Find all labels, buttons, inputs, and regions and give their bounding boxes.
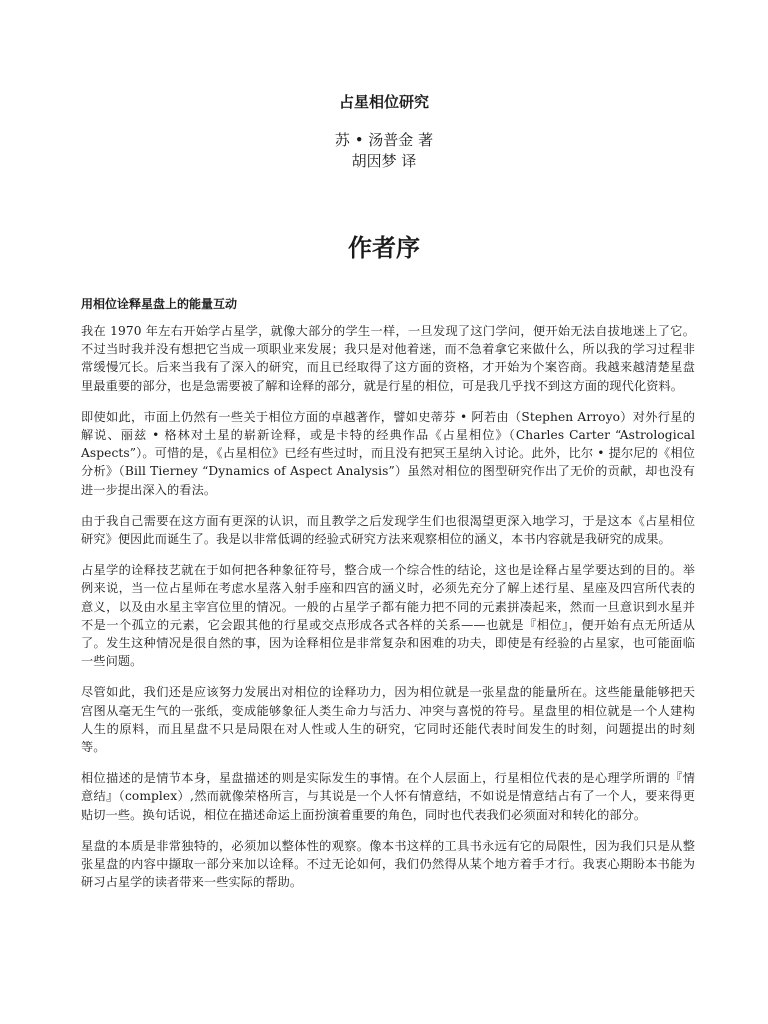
preface-title: 作者序 bbox=[348, 234, 420, 262]
paragraph: 相位描述的是情节本身，星盘描述的则是实际发生的事情。在个人层面上，行星相位代表的是心理学所谓的『情意结』（complex）,然而就像荣格所言，与其说是一个人怀有情意结，不如说是情意结占有了一个人，要来得更贴切一些。换句话说，相位在描述命运上面扮演着重要的角色，同时也代表我们必须面对和转化的部分。 bbox=[81, 771, 695, 822]
section-heading: 用相位诠释星盘上的能量互动 bbox=[81, 297, 238, 311]
author-line: 苏 • 汤普金 著 bbox=[334, 131, 434, 149]
preface-body bbox=[81, 322, 695, 904]
paragraph: 由于我自己需要在这方面有更深的认识，而且教学之后发现学生们也很渴望更深入地学习，于是这本《占星相位研究》便因此而诞生了。我是以非常低调的经验式研究方法来观察相位的涵义，本书内容就是我研究的成果。 bbox=[81, 513, 695, 547]
translator-line: 胡因梦 译 bbox=[351, 152, 417, 170]
paragraph: 即使如此，市面上仍然有一些关于相位方面的卓越著作，譬如史蒂芬 • 阿若由（Stephen Arroyo）对外行星的解说、丽兹 • 格林对土星的崭新诠释，或是卡特的经典作品《占星相位》（Charles Carter “Astrological Aspects”）。可惜的是，《占星相位》已经有些过时，而且没有把冥王星纳入讨论。此外，比尔 • 提尔尼的《相位分析》（Bill Tierney “Dynamics of Aspect Analysis”）虽然对相位的图型研究作出了无价的贡献，却也没有进一步提出深入的看法。 bbox=[81, 409, 695, 497]
paragraph: 占星学的诠释技艺就在于如何把各种象征符号，整合成一个综合性的结论，这也是诠释占星学要达到的目的。举例来说，当一位占星师在考虑水星落入射手座和四宫的涵义时，必须先充分了解上述行星、星座及四宫所代表的意义，以及由水星主宰宫位里的情况。一般的占星学子都有能力把不同的元素拼凑起来，然而一旦意识到水星并不是一个孤立的元素，它会跟其他的行星或交点形成各式各样的关系——也就是『相位』，便开始有点无所适从了。发生这种情况是很自然的事，因为诠释相位是非常复杂和困难的功夫，即使是有经验的占星家，也可能面临一些问题。 bbox=[81, 563, 695, 669]
paragraph: 我在 1970 年左右开始学占星学，就像大部分的学生一样，一旦发现了这门学问，便开始无法自拔地迷上了它。不过当时我并没有想把它当成一项职业来发展；我只是对他着迷，而不急着拿它来做什么，所以我的学习过程非常缓慢冗长。后来当我有了深入的研究，而且已经取得了这方面的资格，才开始为个案咨商。我越来越清楚星盘里最重要的部分，也是急需要被了解和诠释的部分，就是行星的相位，可是我几乎找不到这方面的现代化资料。 bbox=[81, 324, 695, 393]
paragraph: 尽管如此，我们还是应该努力发展出对相位的诠释功力，因为相位就是一张星盘的能量所在。这些能量能够把天宫图从毫无生气的一张纸，变成能够象征人类生命力与活力、冲突与喜悦的符号。星盘里的相位就是一个人建构人生的原料，而且星盘不只是局限在对人性或人生的研究，它同时还能代表时间发生的时刻，问题提出的时刻等。 bbox=[81, 685, 695, 755]
paragraph: 星盘的本质是非常独特的，必须加以整体性的观察。像本书这样的工具书永远有它的局限性，因为我们只是从整张星盘的内容中撷取一部分来加以诠释。不过无论如何，我们仍然得从某个地方着手才行。我衷心期盼本书能为研习占星学的读者带来一些实际的帮助。 bbox=[81, 838, 695, 890]
book-title: 占星相位研究 bbox=[338, 93, 429, 111]
